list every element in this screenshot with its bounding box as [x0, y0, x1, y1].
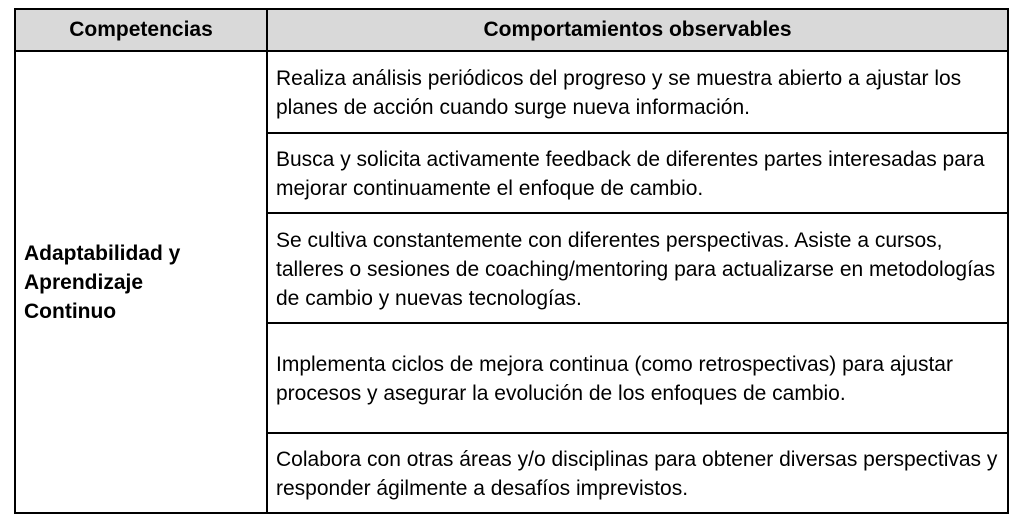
competency-line-3: Continuo — [24, 299, 117, 323]
header-comportamientos: Comportamientos observables — [267, 9, 1008, 51]
behavior-cell: Realiza análisis periódicos del progreso y se muestra abierto a ajustar los planes de acción cuando surge nueva información. — [267, 51, 1008, 133]
header-competencias: Competencias — [15, 9, 267, 51]
table-row — [15, 51, 1008, 133]
header-row — [15, 9, 1008, 51]
competency-line-2: Aprendizaje — [24, 270, 144, 294]
behavior-cell: Busca y solicita activamente feedback de diferentes partes interesadas para mejorar continuamente el enfoque de cambio. — [267, 133, 1008, 213]
behavior-cell: Implementa ciclos de mejora continua (como retrospectivas) para ajustar procesos y asegurar la evolución de los enfoques de cambio. — [267, 323, 1008, 433]
competency-cell — [15, 51, 267, 513]
competency-line-1: Adaptabilidad y — [24, 241, 181, 265]
competency-table-container — [14, 8, 1009, 514]
competency-table — [14, 8, 1009, 514]
behavior-cell: Se cultiva constantemente con diferentes perspectivas. Asiste a cursos, talleres o sesiones de coaching/mentoring para actualizarse en metodologías de cambio y nuevas tecnologías. — [267, 213, 1008, 323]
behavior-cell: Colabora con otras áreas y/o disciplinas para obtener diversas perspectivas y responder ágilmente a desafíos imprevistos. — [267, 433, 1008, 513]
